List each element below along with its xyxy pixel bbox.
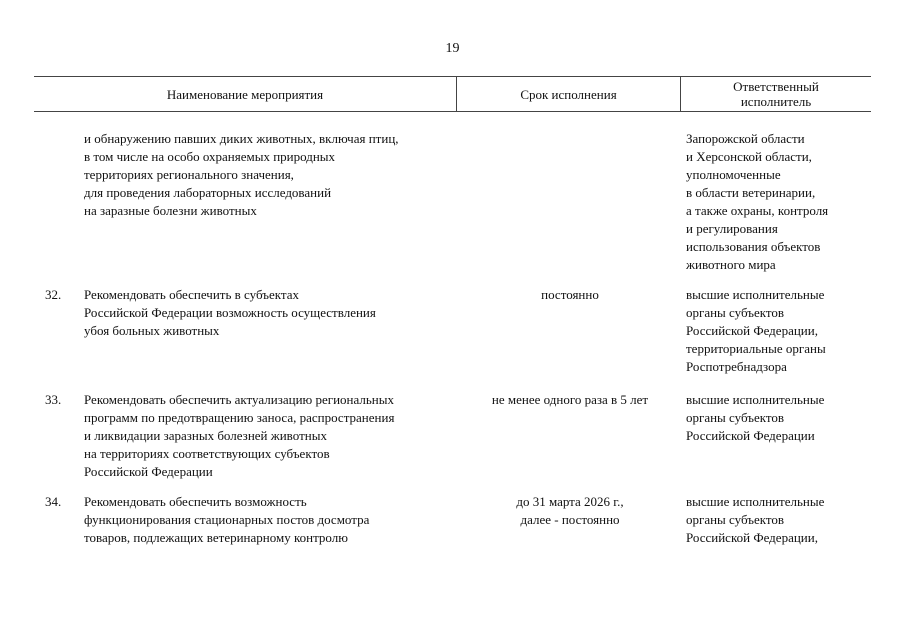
row-term-line: постоянно — [541, 287, 599, 302]
row-name-line: территориях регионального значения, — [84, 167, 294, 182]
row-responsible-line: Российской Федерации, — [686, 530, 818, 545]
row-name — [84, 493, 464, 547]
row-name-line: Российской Федерации — [84, 464, 213, 479]
header-responsible — [681, 77, 871, 111]
row-responsible-line: и Херсонской области, — [686, 149, 812, 164]
row-responsible-line: а также охраны, контроля — [686, 203, 829, 218]
row-responsible-line: высшие исполнительные — [686, 287, 825, 302]
row-term — [459, 286, 681, 304]
header-responsible-line: исполнитель — [740, 94, 812, 109]
header-responsible-line: Ответственный — [733, 79, 819, 94]
row-name-line: функционирования стационарных постов досмотра — [84, 512, 370, 527]
row-name-line: для проведения лабораторных исследований — [84, 185, 332, 200]
row-responsible-line: территориальные органы — [686, 341, 826, 356]
row-number: 33. — [45, 392, 62, 407]
row-responsible-line: Запорожской области — [686, 131, 805, 146]
row-name-line: в том числе на особо охраняемых природных — [84, 149, 336, 164]
row-name — [84, 130, 464, 220]
row-name-line: и ликвидации заразных болезней животных — [84, 428, 327, 443]
row-responsible-line: органы субъектов — [686, 512, 785, 527]
row-responsible — [686, 130, 886, 274]
page-number: 19 — [445, 41, 460, 56]
row-name — [84, 286, 464, 340]
header-term: Срок исполнения — [520, 86, 617, 102]
row-name-line: на заразные болезни животных — [84, 203, 257, 218]
row-name-line: Рекомендовать обеспечить возможность — [84, 494, 307, 509]
row-responsible-line: Российской Федерации, — [686, 323, 818, 338]
row-term-line: до 31 марта 2026 г., — [516, 494, 624, 509]
row-name-line: товаров, подлежащих ветеринарному контролю — [84, 530, 348, 545]
row-responsible-line: органы субъектов — [686, 410, 785, 425]
row-responsible — [686, 286, 886, 376]
row-responsible-line: использования объектов — [686, 239, 821, 254]
row-name-line: программ по предотвращению заноса, распространения — [84, 410, 395, 425]
row-number: 32. — [45, 287, 62, 302]
row-responsible-line: Роспотребнадзора — [686, 359, 787, 374]
row-responsible-line: и регулирования — [686, 221, 778, 236]
row-term — [459, 493, 681, 529]
row-name-line: на территориях соответствующих субъектов — [84, 446, 330, 461]
row-responsible-line: в области ветеринарии, — [686, 185, 816, 200]
row-term-line: не менее одного раза в 5 лет — [491, 392, 649, 407]
row-term-line: далее - постоянно — [520, 512, 620, 527]
row-responsible-line: высшие исполнительные — [686, 392, 825, 407]
row-name-line: убоя больных животных — [84, 323, 220, 338]
row-name — [84, 391, 464, 481]
row-responsible-line: высшие исполнительные — [686, 494, 825, 509]
table-header — [34, 76, 871, 112]
row-responsible-line: уполномоченные — [686, 167, 781, 182]
row-name-line: Рекомендовать обеспечить в субъектах — [84, 287, 299, 302]
row-responsible — [686, 391, 886, 445]
row-responsible-line: органы субъектов — [686, 305, 785, 320]
row-responsible — [686, 493, 886, 547]
header-name: Наименование мероприятия — [166, 86, 324, 102]
row-term — [459, 391, 681, 409]
row-name-line: Российской Федерации возможность осуществления — [84, 305, 376, 320]
row-name-line: и обнаружению павших диких животных, включая птиц, — [84, 131, 399, 146]
row-responsible-line: животного мира — [686, 257, 776, 272]
row-number: 34. — [45, 494, 62, 509]
row-name-line: Рекомендовать обеспечить актуализацию региональных — [84, 392, 395, 407]
row-responsible-line: Российской Федерации — [686, 428, 815, 443]
